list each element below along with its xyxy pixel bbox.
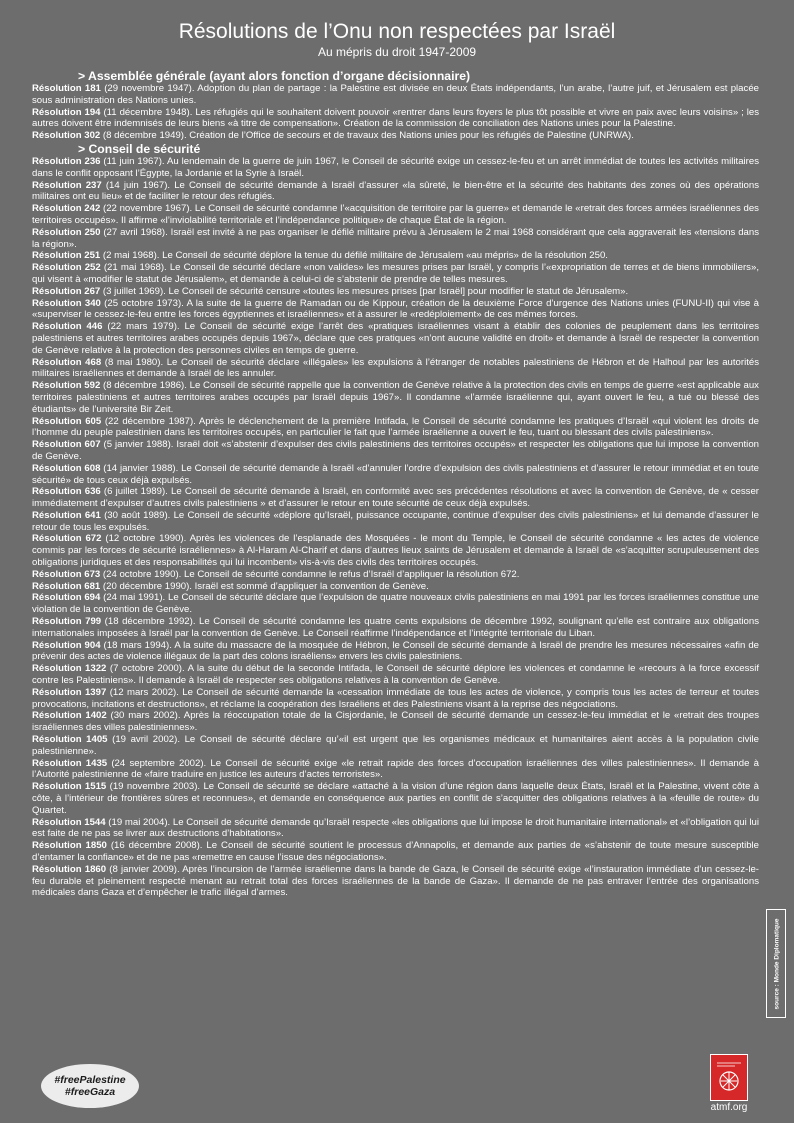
- resolution-text: (29 novembre 1947). Adoption du plan de partage : la Palestine est divisée en deux États indépendants, l’un arabe, l’autre juif, et Jérusalem est placée sous administration des Nations unies.: [32, 83, 759, 106]
- resolution-number: Résolution 250: [32, 226, 101, 238]
- resolution-text: (8 janvier 2009). Après l’incursion de l’armée israélienne dans la bande de Gaza, le Conseil de sécurité exige «l’instauration immédiate d’un cessez-le-feu durable et pleinement respecté menant au retrait total des forces israéliennes de la bande de Gaza». Il demande de ne pas entraver l’entrée des organisations médicales dans Gaza et d’empêcher le trafic illégal d’armes.: [32, 863, 759, 899]
- resolution-number: Résolution 608: [32, 462, 101, 474]
- resolution-entry: [32, 663, 759, 687]
- resolution-text: (22 décembre 1987). Après le déclenchement de la première Intifada, le Conseil de sécurité condamne les pratiques d’Israël «qui violent les droits de l’homme du peuple palestinien dans les territoires occupés, en particulier le fait que l’armée israélienne a ouvert le feu, tuant ou blessant des civils palestiniens».: [32, 415, 759, 439]
- section-heading: > Assemblée générale (ayant alors fonction d’organe décisionnaire): [78, 69, 471, 83]
- resolution-number: Résolution 681: [32, 580, 101, 592]
- resolution-text: (8 mai 1980). Le Conseil de sécurité déclare «illégales» les expulsions à l’étranger de notables palestiniens de Hébron et de Halhoul par les autorités militaires israéliennes et demande à Israël de les annuler.: [32, 356, 759, 380]
- resolution-text: (20 décembre 1990). Israël est sommé d’appliquer la convention de Genève.: [100, 580, 429, 592]
- resolution-number: Résolution 267: [32, 285, 101, 297]
- resolution-text: (14 juin 1967). Le Conseil de sécurité demande à Israël d’assurer «la sûreté, le bien-être et la sécurité des habitants des zones où des opérations militaires ont eu lieu» et de faciliter le retour des réfugiés.: [32, 179, 759, 203]
- resolution-number: Résolution 446: [32, 321, 103, 333]
- resolution-number: Résolution 607: [32, 439, 101, 451]
- resolution-number: Résolution 181: [32, 83, 101, 94]
- resolution-text: (18 décembre 1992). Le Conseil de sécurité condamne les quatre cents expulsions de décembre 1992, soulignant qu’elle est contraire aux obligations internationales imposées à Israël par la convention de Genève. Le Conseil réaffirme l’indépendance et l’intégrité territoriale du Liban.: [32, 616, 759, 639]
- resolution-entry: [32, 380, 759, 415]
- resolution-entry: [32, 286, 759, 298]
- resolution-number: Résolution 799: [32, 616, 102, 628]
- resolution-number: Résolution 1860: [32, 863, 107, 875]
- page-title: Résolutions de l’Onu non respectées par Israël: [178, 20, 616, 43]
- resolution-number: Résolution 694: [32, 592, 101, 604]
- resolution-entry: [32, 640, 759, 664]
- resolution-text: (25 octobre 1973). A la suite de la guerre de Ramadan ou de Kippour, création de la deuxième Force d’urgence des Nations unies (FUNU-II) qui vise à «superviser le cessez-le-feu entre les forces égyptiennes et israéliennes» et à assurer le «redéploiement» de ces mêmes forces.: [32, 297, 759, 321]
- resolution-text: (30 mars 2002). Après la réoccupation totale de la Cisjordanie, le Conseil de sécurité demande un cessez-le-feu immédiat et le «retrait des troupes israéliennes des villes palestiniennes».: [32, 710, 759, 734]
- resolution-entry: [32, 734, 759, 758]
- resolution-number: Résolution 242: [32, 203, 101, 215]
- resolution-number: Résolution 236: [32, 155, 101, 167]
- resolution-number: Résolution 592: [32, 380, 101, 392]
- resolution-entry: [32, 840, 759, 864]
- resolution-number: Résolution 1322: [32, 663, 107, 675]
- resolution-entry: [32, 486, 759, 510]
- resolution-text: (19 avril 2002). Le Conseil de sécurité déclare qu’«il est urgent que les organismes médicaux et humanitaires aient accès à la population civile palestinienne».: [32, 734, 759, 757]
- resolution-number: Résolution 237: [32, 179, 102, 191]
- resolution-number: Résolution 672: [32, 533, 102, 545]
- resolution-text: (16 décembre 2008). Le Conseil de sécurité soutient le processus d’Annapolis, et demande aux parties de «s’abstenir de toute mesure susceptible d’entamer la confiance» et de ne pas «remettre en cause l’issue des négociations».: [32, 840, 760, 863]
- resolution-entry: [32, 83, 759, 107]
- source-credit: source : Monde Diplomatique: [773, 918, 781, 1010]
- resolution-text: (24 octobre 1990). Le Conseil de sécurité condamne le refus d’Israël d’appliquer la résolution 672.: [100, 568, 520, 580]
- resolution-entry: [32, 203, 759, 227]
- resolution-text: (24 mai 1991). Le Conseil de sécurité déclare que l’expulsion de quatre nouveaux civils palestiniens en mai 1991 par les forces israéliennes constitue une violation de la convention de Genève.: [32, 592, 759, 616]
- resolution-number: Résolution 1435: [32, 757, 108, 769]
- resolution-entry: [32, 758, 759, 782]
- resolution-text: (11 juin 1967). Au lendemain de la guerre de juin 1967, le Conseil de sécurité exige un cessez-le-feu et un arrêt immédiat de toutes les activités militaires dans le conflit opposant l’Égypte, la Jordanie et la Syrie à Israël.: [32, 155, 759, 179]
- resolution-text: (27 avril 1968). Israël est invité à ne pas organiser le défilé militaire prévu à Jérusalem le 2 mai 1968 considérant que cela aggraverait les «tensions dans la région».: [32, 226, 760, 250]
- resolution-number: Résolution 673: [32, 568, 101, 580]
- resolution-text: (22 mars 1979). Le Conseil de sécurité exige l’arrêt des «pratiques israéliennes visant à établir des colonies de peuplement dans les territoires palestiniens et autres territoires arabes occupés depuis 1967», déclare que ces pratiques «n’ont aucune validité en droit» et demande à Israël de respecter la convention de Genève relative à la protection des personnes civiles en temps de guerre.: [32, 321, 759, 356]
- resolution-number: Résolution 641: [32, 509, 101, 521]
- resolution-text: (3 juillet 1969). Le Conseil de sécurité censure «toutes les mesures prises [par Israël] pour modifier le statut de Jérusalem».: [100, 285, 629, 297]
- resolution-text: (18 mars 1994). A la suite du massacre de la mosquée de Hébron, le Conseil de sécurité demande à Israël de prendre les mesures nécessaires «afin de prévenir des actes de violence illégaux de la part des colons israéliens» envers les civils palestiniens.: [32, 639, 759, 663]
- atmf-logo-graphic: [711, 1055, 747, 1100]
- hashtag-badge: [41, 1064, 139, 1108]
- resolution-number: Résolution 904: [32, 639, 101, 651]
- resolution-number: Résolution 1515: [32, 781, 107, 793]
- resolution-text: (2 mai 1968). Le Conseil de sécurité déplore la tenue du défilé militaire de Jérusalem «au mépris» de la résolution 250.: [100, 250, 608, 262]
- resolution-text: (7 octobre 2000). A la suite du début de la seconde Intifada, le Conseil de sécurité déplore les violences et condamne le «recours à la force excessif contre les Palestiniens». Il demande à Israël de respecter ses obligations relatives à la convention de Genève.: [32, 663, 759, 687]
- resolution-number: Résolution 468: [32, 356, 102, 368]
- resolutions-list: [32, 69, 759, 899]
- resolution-entry: [32, 298, 759, 322]
- resolution-entry: [32, 510, 759, 534]
- resolution-number: Résolution 340: [32, 297, 101, 309]
- resolution-number: Résolution 605: [32, 415, 102, 427]
- resolution-entry: [32, 107, 759, 131]
- resolution-entry: [32, 533, 759, 568]
- atmf-logo: [710, 1054, 748, 1101]
- resolution-entry: [32, 227, 759, 251]
- resolution-entry: [32, 864, 759, 899]
- resolution-entry: [32, 687, 759, 711]
- atmf-url: atmf.org: [710, 1102, 748, 1113]
- resolution-entry: [32, 130, 759, 142]
- resolution-number: Résolution 636: [32, 486, 101, 498]
- resolution-text: (14 janvier 1988). Le Conseil de sécurité demande à Israël «d’annuler l’ordre d’expulsion des civils palestiniens et d’assurer le retour immédiat et en toute sécurité» de tous ceux déjà expulsés.: [32, 462, 759, 486]
- resolution-text: (5 janvier 1988). Israël doit «s’abstenir d’expulser des civils palestiniens des territoires occupés» et respecter les obligations que lui impose la convention de Genève.: [32, 439, 759, 462]
- resolution-entry: [32, 180, 759, 204]
- source-box: [766, 909, 786, 1018]
- resolution-entry: [32, 592, 759, 616]
- resolution-text: (12 octobre 1990). Après les violences de l’esplanade des Mosquées - le mont du Temple, le Conseil de sécurité condamne « les actes de violence commis par les forces de sécurité israéliennes» à Al-Haram Al-Charif et dans d’autres lieux saints de Jérusalem et demande à Israël de «s’acquitter scrupuleusement des obligations juridiques et des responsabilités qui lui incombent» vis-à-vis des civils des territoires occupés.: [32, 533, 759, 569]
- resolution-text: (6 juillet 1989). Le Conseil de sécurité demande à Israël, en conformité avec ses précédentes résolutions et avec la convention de Genève, de « cesser immédiatement d’expulser d’autres civils palestiniens » et d’assurer le retour en toute sécurité de ceux déjà expulsés.: [32, 486, 759, 510]
- resolution-number: Résolution 1850: [32, 840, 107, 852]
- resolution-number: Résolution 302: [32, 130, 101, 142]
- resolution-text: (8 décembre 1986). Le Conseil de sécurité rappelle que la convention de Genève relative à la protection des civils en temps de guerre «est applicable aux territoires palestiniens et autres territoires arabes occupés par Israël depuis 1967». Il condamne «l’armée israélienne qui, ayant ouvert le feu, a tué ou blessé des étudiants» de l’université Bir Zeit.: [32, 380, 759, 415]
- resolution-entry: [32, 581, 759, 593]
- resolution-entry: [32, 250, 759, 262]
- resolution-text: (11 décembre 1948). Les réfugiés qui le souhaitent doivent pouvoir «rentrer dans leurs foyers le plus tôt possible et vivre en paix avec leurs voisins» ; les autres doivent être indemnisés de leurs biens «à titre de compensation». Création de la commission de conciliation des Nations unies pour la Palestine.: [32, 106, 760, 130]
- resolution-number: Résolution 1405: [32, 734, 108, 746]
- resolution-number: Résolution 194: [32, 106, 101, 118]
- resolution-text: (21 mai 1968). Le Conseil de sécurité déclare «non valides» les mesures prises par Israël, y compris l’«expropriation de terres et de biens immobiliers», qui visent à «modifier le statut de Jérusalem», et demande à celui-ci de s’abstenir de prendre de telles mesures.: [32, 262, 759, 285]
- resolution-number: Résolution 1544: [32, 816, 106, 828]
- resolution-text: (24 septembre 2002). Le Conseil de sécurité exige «le retrait rapide des forces d’occupation israéliennes des villes palestiniennes». Il demande à l’Autorité palestinienne de «faire traduire en justice les auteurs d’actes terroristes».: [32, 757, 759, 781]
- resolution-text: (30 août 1989). Le Conseil de sécurité «déplore qu’Israël, puissance occupante, continue d’expulser des civils palestiniens» et lui demande d’assurer le retour de tous les expulsés.: [32, 509, 759, 533]
- resolution-entry: [32, 710, 759, 734]
- resolution-entry: [32, 463, 759, 487]
- resolution-entry: [32, 416, 759, 440]
- resolution-number: Résolution 1402: [32, 710, 107, 722]
- resolution-entry: [32, 357, 759, 381]
- resolution-entry: [32, 439, 759, 463]
- resolution-text: (22 novembre 1967). Le Conseil de sécurité condamne l’«acquisition de territoire par la guerre» et demande le «retrait des forces armées israéliennes des territoires occupés». Il affirme «l’inviolabilité territoriale et l’indépendance politique» de chaque État de la région.: [32, 203, 759, 226]
- resolution-text: (12 mars 2002). Le Conseil de sécurité demande la «cessation immédiate de tous les actes de violence, y compris tous les actes de terreur et toutes provocations, incitations et destructions», et réclame la coopération des Israéliens et des Palestiniens visant à la reprise des négociations.: [32, 686, 759, 710]
- hashtag-free-gaza: #freeGaza: [64, 1086, 116, 1098]
- hashtag-free-palestine: #freePalestine: [54, 1074, 126, 1086]
- resolution-entry: [32, 781, 759, 816]
- page-subtitle: Au mépris du droit 1947-2009: [317, 45, 477, 59]
- resolution-entry: [32, 156, 759, 180]
- resolution-text: (19 novembre 2003). Le Conseil de sécurité se déclare «attaché à la vision d’une région dans laquelle deux États, Israël et la Palestine, vivent côte à côte, à l’intérieur de frontières sûres et reconnues», et demande en conséquence aux parties en conflit de s’acquitter des obligations relatives à la «feuille de route» du Quartet.: [32, 781, 760, 816]
- resolution-number: Résolution 1397: [32, 686, 107, 698]
- section-heading: > Conseil de sécurité: [78, 141, 201, 156]
- resolution-text: (19 mai 2004). Le Conseil de sécurité demande qu’Israël respecte «les obligations que lui impose le droit humanitaire international» et «l’obligation qui lui est faite de ne pas se livrer aux destructions d’habitations».: [32, 816, 760, 840]
- resolution-entry: [32, 569, 759, 581]
- resolution-entry: [32, 321, 759, 356]
- resolution-number: Résolution 252: [32, 262, 101, 274]
- resolution-entry: [32, 616, 759, 640]
- resolution-entry: [32, 262, 759, 286]
- resolution-entry: [32, 817, 759, 841]
- resolution-number: Résolution 251: [32, 250, 101, 262]
- resolution-text: (8 décembre 1949). Création de l’Office de secours et de travaux des Nations unies pour les réfugiés de Palestine (UNRWA).: [100, 130, 634, 142]
